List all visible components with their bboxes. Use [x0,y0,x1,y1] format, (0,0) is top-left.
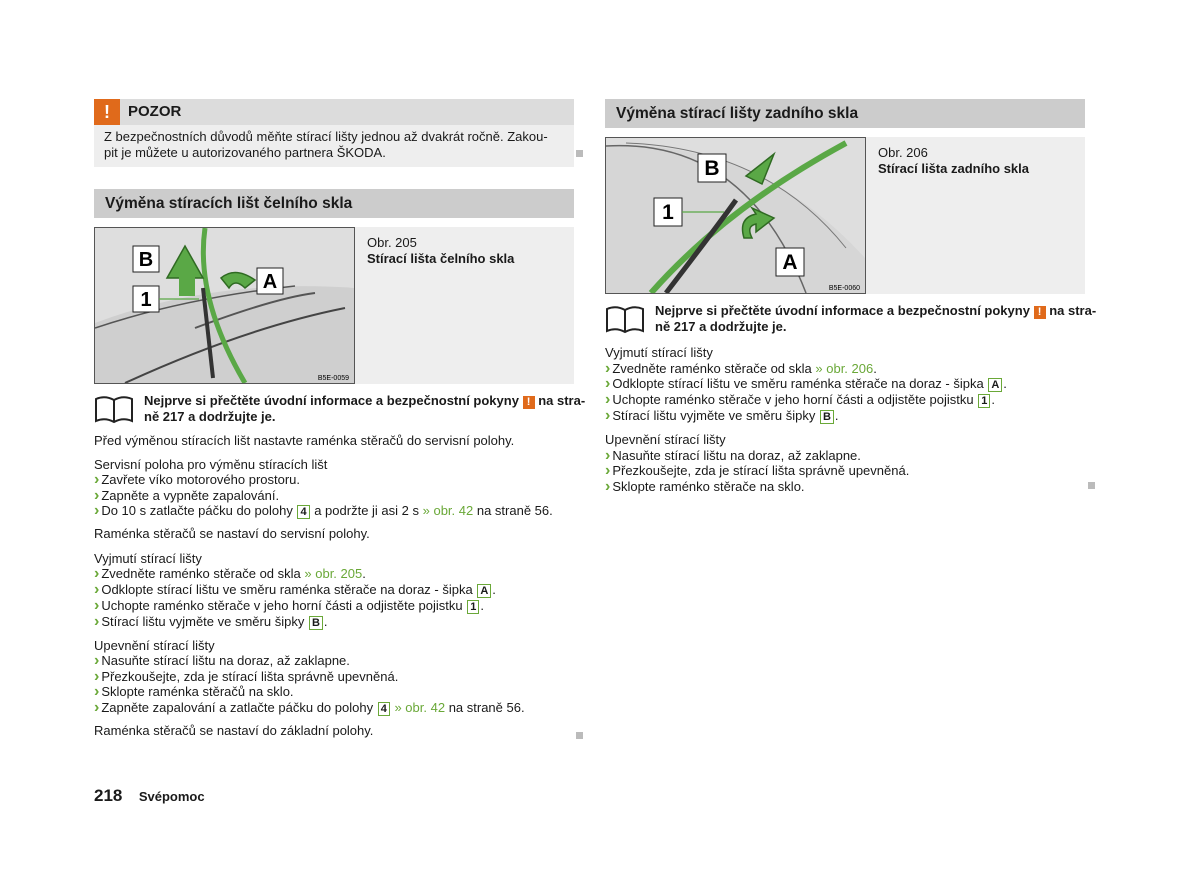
remove-title: Vyjmutí stírací lišty [94,550,202,566]
list-item: › Uchopte raménko stěrače v jeho horní části a odjistěte pojistku 1 . [94,598,574,614]
note-front [94,393,586,425]
key-4: 4 [297,505,309,519]
figure-number: Obr. 206 [878,145,928,160]
list-item: › Zapněte zapalování a zatlačte páčku do polohy 4 » obr. 42 na straně 56. [94,700,574,716]
figure-title: Stírací lišta zadního skla [878,161,1029,176]
list-item: › Odklopte stírací lištu ve směru raménka stěrače na doraz - šipka A . [94,582,574,598]
note-text-cont: na stra- [538,393,586,408]
cross-reference-link[interactable]: » obr. 42 [394,699,446,715]
wiper-illustration-front [95,228,354,383]
mount-title: Upevnění stírací lišty [94,637,215,653]
figure-label-a: A [262,271,278,293]
list-item: › Nasuňte stírací lištu na doraz, až zaklapne. [605,448,1085,464]
note-text: Nejprve si přečtěte úvodní informace a bezpečnostní pokyny [144,393,519,408]
warning-icon: ! [94,99,120,125]
mount-title: Upevnění stírací lišty [605,432,726,447]
end-text: Raménka stěračů se nastaví do základní polohy. [94,722,374,738]
list-item: › Nasuňte stírací lištu na doraz, až zaklapne. [94,653,574,669]
figure-label-a: A [782,251,798,274]
figure-number: Obr. 205 [367,235,417,250]
page-footer [94,786,205,806]
chapter-title: Svépomoc [138,789,205,804]
service-result: Raménka stěračů se nastaví do servisní polohy. [94,526,370,541]
section-heading-front: Výměna stíracích lišt čelního skla [94,189,574,218]
list-item: › Sklopte raménko stěrače na sklo. [605,479,1085,495]
list-item: › Zvedněte raménko stěrače od skla » obr. 206. [605,361,1085,377]
remove-title: Vyjmutí stírací lišty [605,345,713,360]
note-text: Nejprve si přečtěte úvodní informace a bezpečnostní pokyny [655,303,1030,318]
list-item: › Uchopte raménko stěrače v jeho horní části a odjistěte pojistku 1 . [605,392,1085,408]
warning-title: POZOR [128,103,182,120]
figure-image-front [94,227,355,384]
figure-code: B5E-0059 [317,375,349,382]
figure-205 [94,227,574,384]
list-item: › Zvedněte raménko stěrače od skla » obr. 205. [94,566,574,582]
key-4: 4 [378,702,390,716]
key-1: 1 [978,394,990,408]
warning-icon-inline: ! [1034,306,1046,319]
section-heading-rear: Výměna stírací lišty zadního skla [605,99,1085,128]
intro-text: Před výměnou stíracích lišt nastavte raménka stěračů do servisní polohy. [94,433,515,448]
note-rear [605,303,1097,335]
key-b: B [309,616,323,630]
list-item: › Zapněte a vypněte zapalování. [94,488,574,504]
service-title: Servisní poloha pro výměnu stíracích lišt [94,456,328,472]
figure-title: Stírací lišta čelního skla [367,251,515,266]
figure-code: B5E-0060 [828,285,860,292]
figure-label-1: 1 [140,289,152,311]
warning-body [94,125,574,167]
book-icon [605,305,645,335]
list-item: › Odklopte stírací lištu ve směru raménka stěrače na doraz - šipka A . [605,376,1085,392]
note-text-line2: ně 217 a dodržujte je. [144,409,276,424]
key-b: B [820,410,834,424]
end-marker [576,732,583,739]
figure-label-1: 1 [662,201,674,224]
figure-label-b: B [704,157,720,180]
warning-text-line: pit je můžete u autorizovaného partnera ŠKODA. [104,145,386,160]
list-item: › Přezkoušejte, zda je stírací lišta správně upevněná. [94,669,574,685]
key-a: A [988,378,1002,392]
right-column [605,99,1097,494]
note-text-cont: na stra- [1049,303,1097,318]
list-item: › Stírací lištu vyjměte ve směru šipky B . [94,614,574,630]
note-text-line2: ně 217 a dodržujte je. [655,319,787,334]
list-item: › Do 10 s zatlačte páčku do polohy 4 a podržte ji asi 2 s » obr. 42 na straně 56. [94,503,574,519]
figure-caption [355,227,514,384]
list-item: › Stírací lištu vyjměte ve směru šipky B . [605,408,1085,424]
cross-reference-link[interactable]: » obr. 206 [815,360,874,376]
list-item: › Přezkoušejte, zda je stírací lišta správně upevněná. [605,463,1085,479]
page-number: 218 [94,786,123,805]
left-column [94,99,586,738]
warning-header [94,99,574,125]
list-item: › Zavřete víko motorového prostoru. [94,472,574,488]
cross-reference-link[interactable]: » obr. 42 [422,503,474,518]
figure-label-b: B [138,249,154,271]
list-item: › Sklopte raménka stěračů na sklo. [94,684,574,700]
figure-206 [605,137,1085,294]
end-marker [576,150,583,157]
figure-caption [866,137,1029,294]
cross-reference-link[interactable]: » obr. 205 [304,566,363,581]
warning-text-line: Z bezpečnostních důvodů měňte stírací lišty jednou až dvakrát ročně. Zakou- [104,129,548,144]
key-1: 1 [467,600,479,614]
figure-image-rear [605,137,866,294]
wiper-illustration-rear [606,138,865,293]
book-icon [94,395,134,425]
key-a: A [477,584,491,598]
end-marker [1088,482,1095,489]
warning-icon-inline: ! [523,396,535,409]
